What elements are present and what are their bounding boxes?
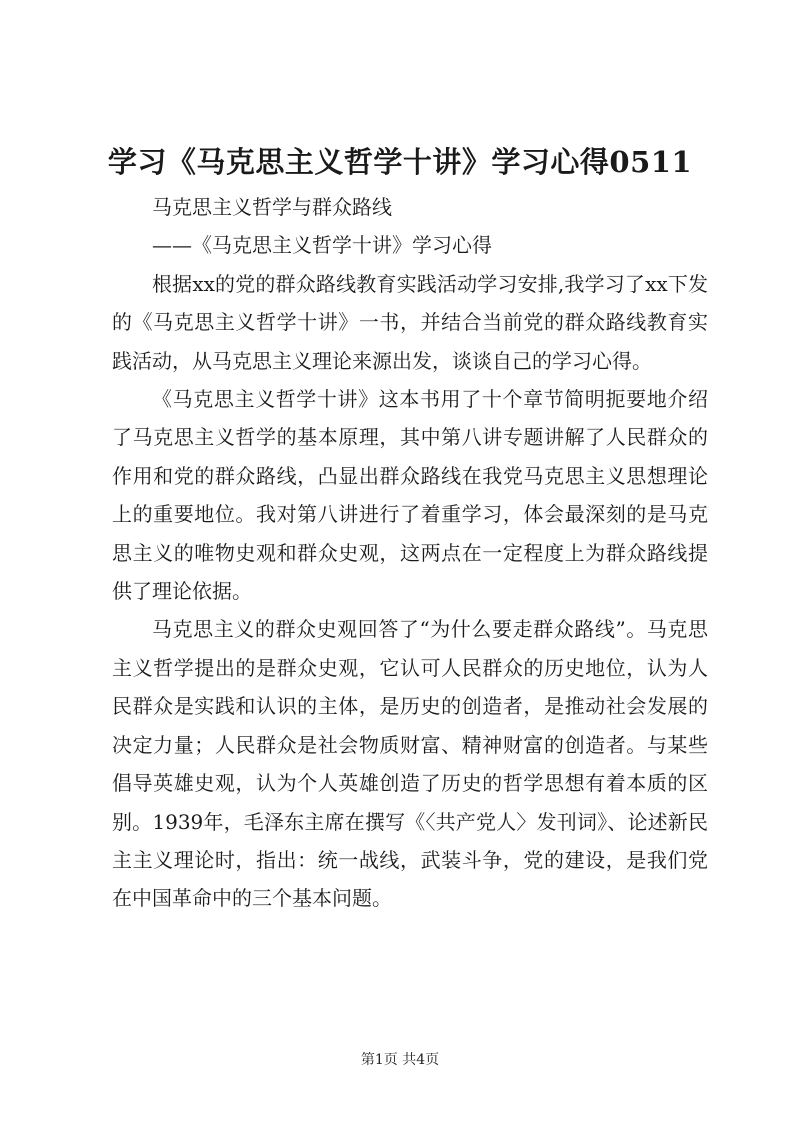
document-body: [112, 188, 708, 918]
document-title: 学习《马克思主义哲学十讲》学习心得0511: [107, 145, 693, 179]
paragraph-3: 马克思主义的群众史观回答了“为什么要走群众路线”。马克思主义哲学提出的是群众史观，它认可人民群众的历史地位，认为人民群众是实践和认识的主体，是历史的创造者，是推动社会发展的决定力量；人民群众是社会物质财富、精神财富的创造者。与某些倡导英雄史观，认为个人英雄创造了历史的哲学思想有着本质的区别。1939年，毛泽东主席在撰写《〈共产党人〉发刊词》、论述新民主主义理论时，指出：统一战线，武装斗争，党的建设，是我们党在中国革命中的三个基本问题。: [112, 617, 708, 911]
page-footer: 第1页 共4页: [360, 1052, 440, 1068]
subtitle: 马克思主义哲学与群众路线: [152, 195, 392, 219]
subtitle-secondary: ——《马克思主义哲学十讲》学习心得: [152, 233, 492, 258]
paragraph-1: 根据xx的党的群众路线教育实践活动学习安排,我学习了xx下发的《马克思主义哲学十讲》一书，并结合当前党的群众路线教育实践活动，从马克思主义理论来源出发，谈谈自己的学习心得。: [112, 271, 708, 373]
paragraph-2: 《马克思主义哲学十讲》这本书用了十个章节简明扼要地介绍了马克思主义哲学的基本原理，其中第八讲专题讲解了人民群众的作用和党的群众路线，凸显出群众路线在我党马克思主义思想理论上的重要地位。我对第八讲进行了着重学习，体会最深刻的是马克思主义的唯物史观和群众史观，这两点在一定程度上为群众路线提供了理论依据。: [112, 387, 708, 604]
